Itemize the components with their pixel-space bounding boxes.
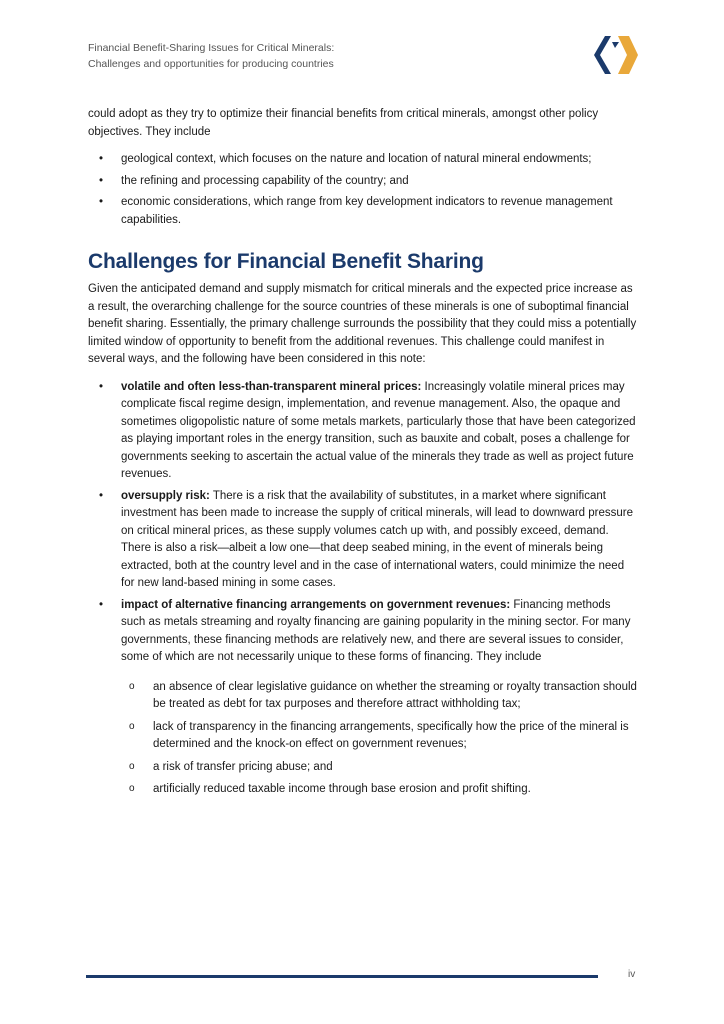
intro-bullet-1: • geological context, which focuses on the nature and location of natural mineral endowments; [88,151,638,169]
logo-inner-segment [612,42,619,48]
running-header-line-2: Challenges and opportunities for producing countries [88,58,334,70]
sub-bullet-4: o artificially reduced taxable income through base erosion and profit shifting. [121,781,638,799]
challenge-item-oversupply [88,488,638,593]
section-paragraph: Given the anticipated demand and supply mismatch for critical minerals and the expected price increase as a result, the overarching challenge for the source countries of these minerals is one of suboptimal financial benefit sharing. Essentially, the primary challenge surrounds the possibility that they could miss a potentially limited window of opportunity to benefit from the additional revenues. This challenge could manifest in several ways, and the following have been considered in this note: [88,283,637,365]
challenge-text: Financing methods such as metals streaming and royalty financing are gaining popularity in the mining sector. For many governments, these financing methods are relatively new, and there are several issues to consider, some of which are not necessarily unique to these forms of financing. They include [121,598,631,663]
intro-bullet-3: • economic considerations, which range from key development indicators to revenue management capabilities. [88,194,638,229]
sub-bullet-3: o a risk of transfer pricing abuse; and [121,759,638,777]
running-header-line-1: Financial Benefit-Sharing Issues for Critical Minerals: [88,42,335,54]
financing-sub-list [121,679,638,799]
challenge-item-prices [88,379,638,484]
page-number: iv [628,969,636,980]
running-header [88,40,334,72]
sub-bullet-1: o an absence of clear legislative guidance on whether the streaming or royalty transaction should be treated as debt for tax purposes and therefore attract withholding tax; [121,679,638,714]
intro-bullet-2: • the refining and processing capability of the country; and [88,173,638,191]
challenge-term: oversupply risk: [121,489,210,502]
challenge-text: Increasingly volatile mineral prices may complicate fiscal regime design, implementation, and revenue management. Also, the opaque and sometimes oligopolistic nature of some metals markets, particularly those that have been categorized as playing important roles in the energy transition, such as bauxite and cobalt, poses a challenge for governments seeking to ascertain the actual value of the minerals they trade as well as project future revenues. [121,380,636,480]
intro-bullet-list [88,151,638,229]
challenge-term: impact of alternative financing arrangements on government revenues: [121,598,511,611]
hexagon-logo-icon [592,34,638,76]
challenge-term: volatile and often less-than-transparent mineral prices: [121,380,422,393]
challenge-text: There is a risk that the availability of substitutes, in a market where significant investment has been made to increase the supply of critical minerals, will lead to downward pressure on critical mineral prices, as these supply volumes catch up with, and possibly exceed, demand. There is also a risk—albeit a low one—that deep seabed mining, in the event of minerals being extracted, both at the country level and in the case of international waters, could minimize the need for new land-based mining in some cases. [121,489,634,589]
intro-paragraph: could adopt as they try to optimize their financial benefits from critical minerals, amongst other policy objectives. They include [88,108,599,138]
challenges-list [88,379,638,799]
challenge-item-financing [88,597,638,799]
sub-bullet-2: o lack of transparency in the financing arrangements, specifically how the price of the mineral is determined and the knock-on effect on government revenues; [121,719,638,754]
section-heading: Challenges for Financial Benefit Sharing [88,250,484,273]
page-body [88,106,638,811]
logo-navy-segment [594,36,611,74]
footer-rule [86,975,598,978]
logo-gold-segment [618,36,638,74]
